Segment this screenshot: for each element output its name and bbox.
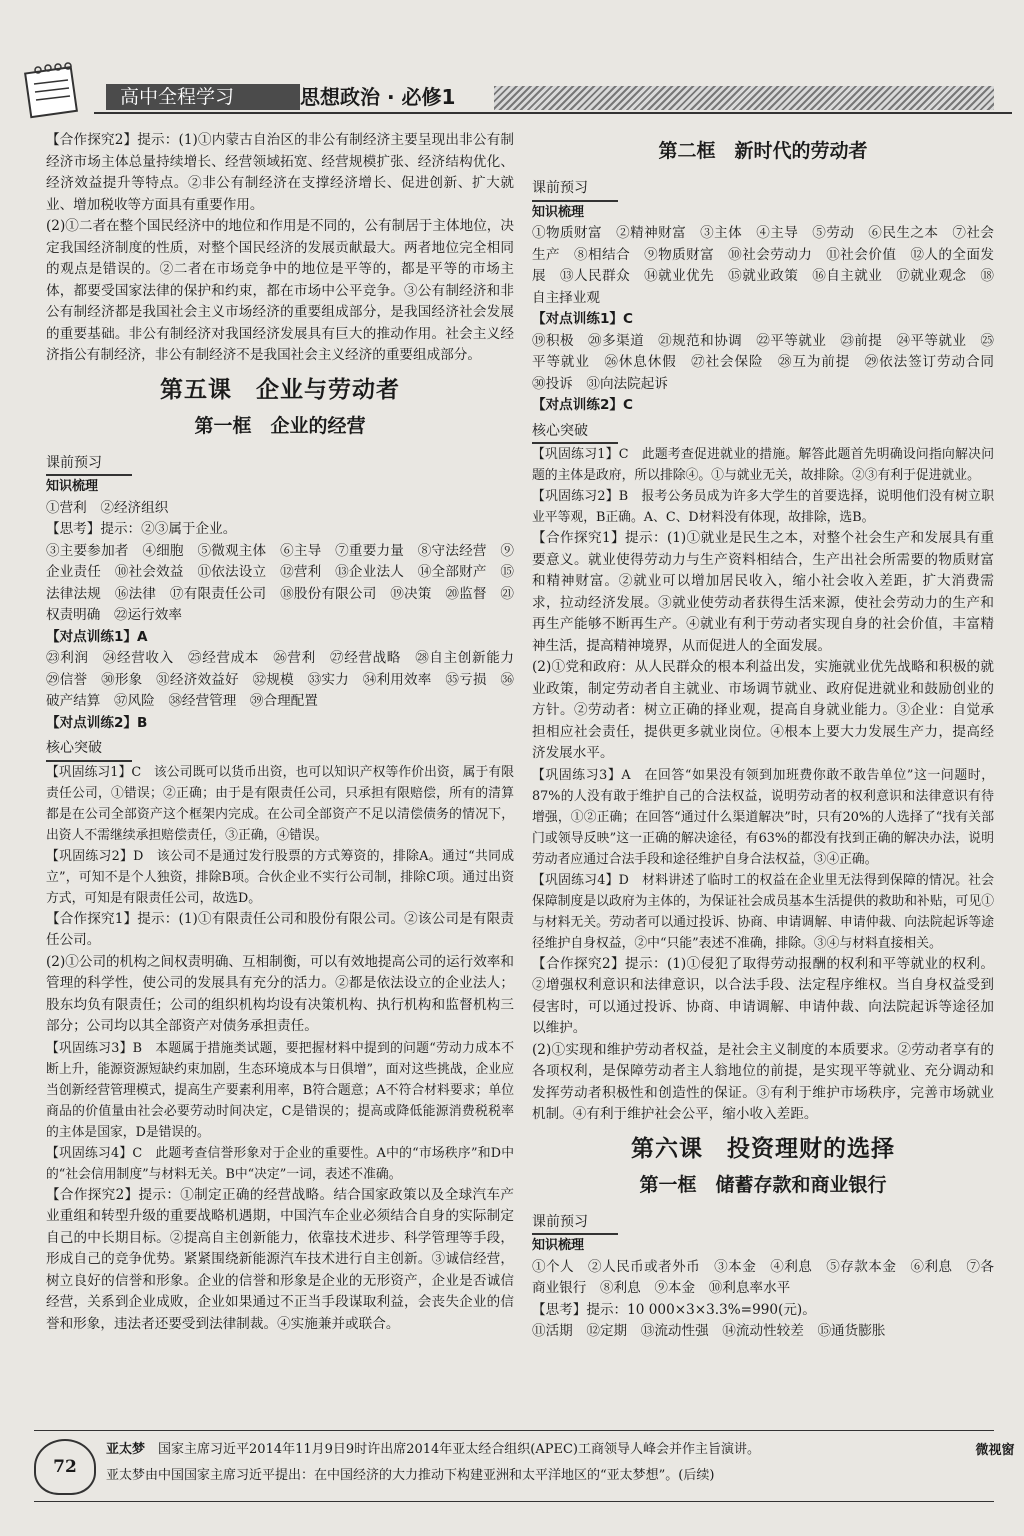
footer-title: 亚太梦 — [106, 1442, 146, 1457]
footer-text — [106, 1437, 966, 1489]
drill-1: 【对点训练1】A — [46, 628, 148, 645]
preview-heading-3: 课前预习 — [532, 1212, 618, 1236]
cooperation-explore-1a: 【合作探究1】提示：(1)①有限责任公司和股份有限公司。②该公司是有限责任公司。 — [46, 910, 514, 948]
page-number: 72 — [34, 1439, 96, 1495]
knowledge-answers-1: ①营利 ②经济组织 — [46, 499, 169, 516]
header-rule — [94, 112, 1012, 114]
core-heading: 核心突破 — [46, 738, 132, 762]
drill-2: 【对点训练2】B — [46, 714, 148, 731]
practice-r2: 【巩固练习2】B 报考公务员成为许多大学生的首要选择，说明他们没有树立职业平等观，B正确。A、C、D材料没有体现，故排除，选B。 — [532, 489, 994, 525]
knowledge-answers-r2: ⑲积极 ⑳多渠道 ㉑规范和协调 ㉒平等就业 ㉓前提 ㉔平等就业 ㉕平等就业 ㉖休息休假 ㉗社会保险 ㉘互为前提 ㉙依法签订劳动合同 ㉚投诉 ㉛向法院起诉 — [532, 332, 1008, 392]
cooperation-explore-r1b: (2)①党和政府：从人民群众的根本利益出发，实施就业优先战略和积极的就业政策，制定劳动者自主就业、市场调节就业、政府促进就业和鼓励创业的方针。②劳动者：树立正确的择业观，提高自身就业能力。③企业：自觉承担相应社会责任，提供更多就业岗位。④根本上要大力发展生产力，提高经济发展水平。 — [532, 659, 994, 761]
lesson-6-title: 第六课 投资理财的选择 — [631, 1135, 895, 1162]
cooperation-explore-r1a: 【合作探究1】提示：(1)①就业是民生之本，对整个社会生产和发展具有重要意义。就业使得劳动力与生产资料相结合，生产出社会所需要的物质财富和精神财富。②就业可以增加居民收入，缩小社会收入差距，扩大消费需求，拉动经济发展。③就业使劳动者获得生活来源，使社会劳动力的生产和再生产能够不断再生产。④就业有利于劳动者实现自身的社会价值，丰富精神生活，提高精神境界，从而促进人的全面发展。 — [532, 530, 994, 654]
micro-window-logo: 微视窗 — [975, 1443, 1015, 1458]
practice-r4: 【巩固练习4】D 材料讲述了临时工的权益在企业里无法得到保障的情况。社会保障制度是以政府为主体的，为保证社会成员基本生活提供的救助和补贴，可见①与材料无关。劳动者可以通过投诉、协商、申请调解、申请仲裁、向法院起诉等途径维护自身权益，②中“只能”表述不准确，排除。③④与材料直接相关。 — [532, 872, 994, 951]
header-stripe — [494, 86, 994, 110]
footer-line-1: 国家主席习近平2014年11月9日9时许出席2014年亚太经合组织(APEC)工商领导人峰会并作主旨演讲。 — [158, 1442, 760, 1457]
notebook-icon — [22, 58, 92, 120]
knowledge-answers-r4: ⑪活期 ⑫定期 ⑬流动性强 ⑭流动性较差 ⑮通货膨胀 — [532, 1323, 886, 1339]
left-column — [46, 130, 528, 1335]
knowledge-heading: 知识梳理 — [46, 479, 99, 494]
right-column — [532, 130, 1008, 1343]
knowledge-answers-r1: ①物质财富 ②精神财富 ③主体 ④主导 ⑤劳动 ⑥民生之本 ⑦社会生产 ⑧相结合 ⑨物质财富 ⑩社会劳动力 ⑪社会价值 ⑫人的全面发展 ⑬人民群众 ⑭就业优先 ⑮就业政策 ⑯自主就业 ⑰就业观念 ⑱自主择业观 — [532, 225, 994, 306]
core-heading-2: 核心突破 — [532, 421, 618, 445]
frame-3-title: 第一框 储蓄存款和商业银行 — [639, 1173, 887, 1196]
series-title: 高中全程学习 — [106, 84, 300, 110]
cooperation-explore-r2a: 【合作探究2】提示：(1)①侵犯了取得劳动报酬的权利和平等就业的权利。②增强权利意识和法律意识，以合法手段、法定程序维权。当自身权益受到侵害时，可以通过投诉、协商、申请调解、申请仲裁、向法院起诉等途径加以维护。 — [532, 955, 994, 1036]
cooperation-explore-2: 【合作探究2】提示：(1)①内蒙古自治区的非公有制经济主要呈现出非公有制经济市场主体总量持续增长、经营领域拓宽、经营规模扩张、经济结构优化、经济效益提升等特点。②非公有制经济在支撑经济增长、促进创新、扩大就业、增加税收等方面具有重要作用。 — [46, 132, 514, 213]
practice-3: 【巩固练习3】B 本题属于措施类试题，要把握材料中提到的问题“劳动力成本不断上升，能源资源短缺约束加剧，生态环境成本与日俱增”，面对这些挑战，企业应当创新经营管理模式，提高生产要素利用率，B符合题意；A不符合材料要求；单位商品的价值量由社会必要劳动时间决定，C是错误的；提高或降低能源消费税税率的主体是国家，D是错误的。 — [46, 1040, 514, 1140]
frame-1-title: 第一框 企业的经营 — [194, 414, 366, 437]
cooperation-explore-2b: 【合作探究2】提示：①制定正确的经营战略。结合国家政策以及全球汽车产业重组和转型升级的重要战略机遇期，中国汽车企业必须结合自身的实际制定自己的中长期目标。②提高自主创新能力，依靠技术进步、科学管理等手段，形成自己的竞争优势。紧紧围绕新能源汽车技术进行自主创新。③诚信经营，树立良好的信誉和形象。企业的信誉和形象是企业的无形资产，企业是否诚信经营，关系到企业成败，企业如果通过不正当手段谋取利益，会丧失企业的信誉和形象，违法者还要受到法律制裁。④实施兼并或联合。 — [46, 1186, 514, 1332]
cooperation-explore-2-part2: (2)①二者在整个国民经济中的地位和作用是不同的，公有制居于主体地位，决定我国经济制度的性质，对整个国民经济的发展贡献最大。两者地位完全相同的观点是错误的。②二者在市场竞争中的地位是平等的，都是平等的市场主体，都要受国家法律的保护和约束，都在市场中公平竞争。③公有制经济和非公有制经济都是我国社会主义市场经济的重要组成部分，是我国经济社会发展的重要基础。非公有制经济对我国经济发展具有巨大的推动作用。社会主义经济指公有制经济，非公有制经济不是我国社会主义经济的重要组成部分。 — [46, 218, 514, 363]
footer-line-2: 亚太梦由中国国家主席习近平提出：在中国经济的大力推动下构建亚洲和太平洋地区的“亚太梦想”。(后续) — [106, 1468, 715, 1483]
think-hint: 【思考】提示：②③属于企业。 — [46, 521, 237, 537]
drill-r1: 【对点训练1】C — [532, 311, 633, 327]
page-header — [22, 58, 1012, 120]
knowledge-answers-r3: ①个人 ②人民币或者外币 ③本金 ④利息 ⑤存款本金 ⑥利息 ⑦各商业银行 ⑧利息 ⑨本金 ⑩利息率水平 — [532, 1258, 994, 1296]
lesson-5-title: 第五课 企业与劳动者 — [160, 376, 400, 403]
knowledge-answers-2: ③主要参加者 ④细胞 ⑤微观主体 ⑥主导 ⑦重要力量 ⑧守法经营 ⑨企业责任 ⑩社会效益 ⑪依法设立 ⑫营利 ⑬企业法人 ⑭全部财产 ⑮法律法规 ⑯法律 ⑰有限责任公司 ⑱股份有限公司 ⑲决策 ⑳监督 ㉑权责明确 ㉒运行效率 — [46, 542, 514, 623]
practice-r3: 【巩固练习3】A 在回答“如果没有领到加班费你敢不敢告单位”这一问题时，87%的人没有敢于维护自己的合法权益，说明劳动者的权利意识和法律意识有待增强，①②正确；在回答“通过什么渠道解决”时，只有20%的人选择了“找有关部门或领导反映”这一正确的解决途径，有63%的都没有找到正确的解决办法，说明劳动者应通过合法手段和途径维护自身合法权益，③④正确。 — [532, 767, 994, 867]
header-bar — [94, 80, 1012, 114]
practice-2: 【巩固练习2】D 该公司不是通过发行股票的方式筹资的，排除A。通过“共同成立”，可知不是个人独资，排除B项。合伙企业不实行公司制，排除C项。通过出资方式，可知是有限责任公司，故选D。 — [46, 848, 514, 906]
practice-1: 【巩固练习1】C 该公司既可以货币出资，也可以知识产权等作价出资，属于有限责任公司，①错误；②正确；由于是有限责任公司，只承担有限赔偿，所有的清算都是在公司全部资产这个框架内完成。在公司全部资产不足以清偿债务的情况下，出资人不需继续承担赔偿责任，③正确，④错误。 — [46, 764, 514, 843]
cooperation-explore-1b: (2)①公司的机构之间权责明确、互相制衡，可以有效地提高公司的运行效率和管理的科学性，使公司的发展具有充分的活力。②都是依法设立的企业法人；股东均负有限责任；公司的组织机构均设有决策机构、执行机构和监督机构三部分；公司均以其全部资产对债务承担责任。 — [46, 953, 514, 1034]
preview-heading-2: 课前预习 — [532, 178, 618, 202]
cooperation-explore-r2b: (2)①实现和维护劳动者权益，是社会主义制度的本质要求。②劳动者享有的各项权利，是保障劳动者主人翁地位的前提，是实现平等就业、充分调动和发挥劳动者积极性和创造性的保证。③有利于维护市场秩序，完善市场就业机制。④有利于维护社会公平，缩小收入差距。 — [532, 1041, 994, 1122]
knowledge-answers-3: ㉓利润 ㉔经营收入 ㉕经营成本 ㉖营利 ㉗经营战略 ㉘自主创新能力 ㉙信誉 ㉚形象 ㉛经济效益好 ㉜规模 ㉝实力 ㉞利用效率 ㉟亏损 ㊱破产结算 ㊲风险 ㊳经营管理 ㊴合理配置 — [46, 650, 528, 709]
subject-title: 思想政治 · 必修1 — [300, 85, 456, 109]
page-footer — [34, 1430, 1015, 1502]
drill-r2: 【对点训练2】C — [532, 397, 633, 413]
think-hint-2: 【思考】提示：10 000×3×3.3%=990(元)。 — [532, 1301, 816, 1318]
preview-heading: 课前预习 — [46, 453, 132, 477]
knowledge-heading-2: 知识梳理 — [532, 204, 585, 220]
practice-4: 【巩固练习4】C 此题考查信誉形象对于企业的重要性。A中的“市场秩序”和D中的“社会信用制度”与材料无关。B中“决定”一词，表述不准确。 — [46, 1145, 514, 1182]
practice-r1: 【巩固练习1】C 此题考查促进就业的措施。解答此题首先明确设问指向解决问题的主体是政府，所以排除④。①与就业无关，故排除。②③有利于促进就业。 — [532, 447, 994, 483]
frame-2-title: 第二框 新时代的劳动者 — [658, 140, 868, 162]
knowledge-heading-3: 知识梳理 — [532, 1238, 585, 1253]
